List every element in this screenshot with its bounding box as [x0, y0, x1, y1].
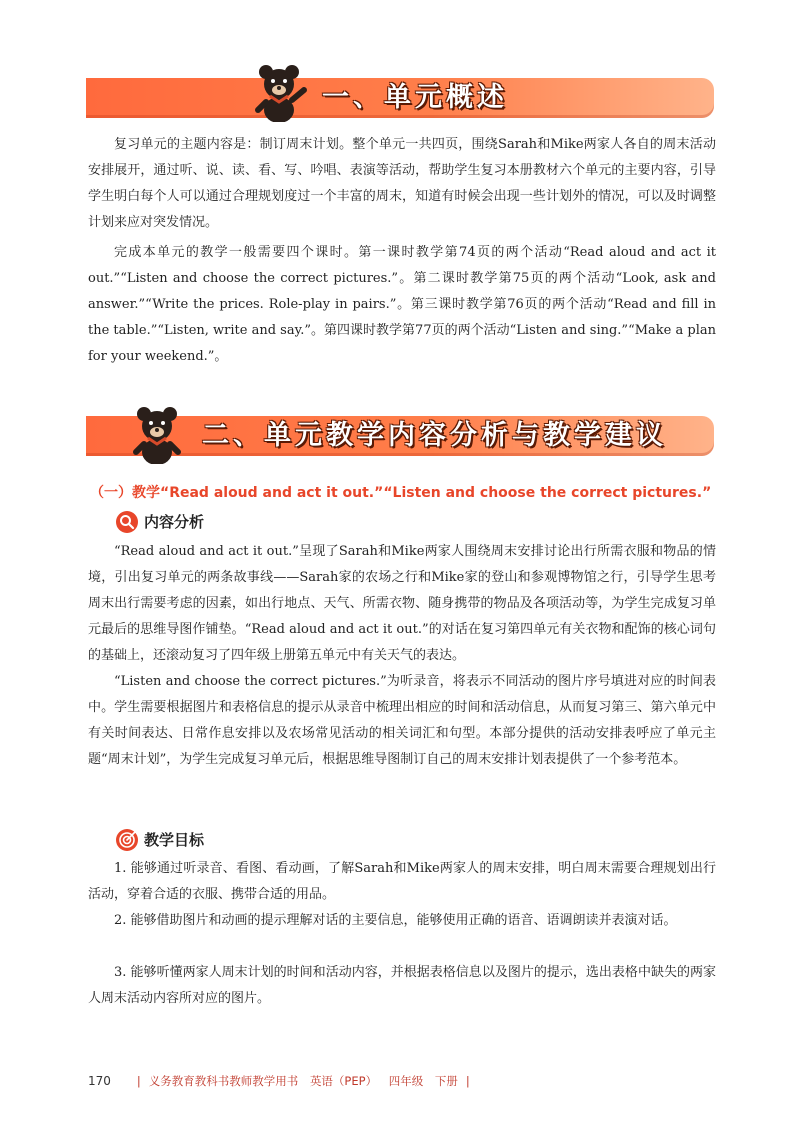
footer-grade: 四年级 — [388, 1074, 424, 1088]
analysis-label: 内容分析 — [144, 513, 205, 531]
section-2-title: 二、单元教学内容分析与教学建议 — [202, 420, 667, 451]
goals-label: 教学目标 — [144, 831, 205, 849]
footer-book: 义务教育教科书教师教学用书 — [148, 1074, 299, 1088]
section-1-title: 一、单元概述 — [322, 82, 508, 113]
section-banner-2 — [86, 416, 714, 456]
analysis-heading — [0, 509, 400, 535]
magnifier-icon — [116, 511, 138, 533]
overview-paragraph-1: 复习单元的主题内容是：制订周末计划。整个单元一共四页，围绕Sarah和Mike两家人各自的周末活动安排展开，通过听、说、读、看、写、吟唱、表演等活动，帮助学生复习本册教材六个单元的主要内容，引导学生明白每个人可以通过合理规划度过一个丰富的周末，知道有时候会出现一些计划外的情况，可以及时调整计划来应对突发情况。 — [88, 137, 716, 230]
page-footer: 170 | 义务教育教科书教师教学用书 英语（PEP） 四年级 下册 | — [88, 1074, 470, 1088]
analysis-paragraph-2: “Listen and choose the correct pictures.”为听录音，将表示不同活动的图片序号填进对应的时间表中。学生需要根据图片和表格信息的提示从录音中梳理出相应的时间和活动信息，从而复习第三、第六单元中有关时间表达、日常作息安排以及农场常见活动的相关词汇和句型。本部分提供的活动安排表呼应了单元主题“周末计划”，为学生完成复习单元后，根据思维导图制订自己的周末安排计划表提供了一个参考范本。 — [88, 674, 716, 767]
footer-subject: 英语（PEP） — [309, 1074, 378, 1088]
target-icon — [116, 829, 138, 851]
overview-paragraph-2: 完成本单元的教学一般需要四个课时。第一课时教学第74页的两个活动“Read aloud and act it out.”“Listen and choose the correct pictures.”。第二课时教学第75页的两个活动“Look, ask and answer.”“Write the prices. Role-play in pairs.”。第三课时教学第76页的两个活动“Read and fill in the table.”“Listen, write and say.”。第四课时教学第77页的两个活动“Listen and sing.”“Make a plan for your weekend.”。 — [88, 245, 716, 364]
analysis-paragraph-1: “Read aloud and act it out.”呈现了Sarah和Mike两家人围绕周末安排讨论出行所需衣服和物品的情境，引出复习单元的两条故事线——Sarah家的农场之行和Mike家的登山和参观博物馆之行，引导学生思考周末出行需要考虑的因素，如出行地点、天气、所需衣物、随身携带的物品及各项活动等，为学生完成复习单元最后的思维导图作铺垫。“Read aloud and act it out.”的对话在复习第四单元有关衣物和配饰的核心词句的基础上，还滚动复习了四年级上册第五单元中有关天气的表达。 — [88, 544, 716, 663]
bear-mascot-icon — [248, 60, 310, 122]
bear-mascot-icon — [126, 402, 188, 464]
goal-item-1: 1. 能够通过听录音、看图、看动画，了解Sarah和Mike两家人的周末安排，明白周末需要合理规划出行活动，穿着合适的衣服、携带合适的用品。 — [88, 861, 716, 902]
lesson-subheading: （一）教学“Read aloud and act it out.”“Listen and choose the correct pictures.” — [90, 485, 712, 501]
footer-volume: 下册 — [434, 1074, 458, 1088]
goal-item-2: 2. 能够借助图片和动画的提示理解对话的主要信息，能够使用正确的语音、语调朗读并表演对话。 — [114, 913, 677, 928]
page-number: 170 — [88, 1074, 111, 1088]
goals-heading — [0, 827, 400, 853]
section-banner-1 — [86, 78, 714, 118]
goal-item-3: 3. 能够听懂两家人周末计划的时间和活动内容，并根据表格信息以及图片的提示，选出表格中缺失的两家人周末活动内容所对应的图片。 — [88, 965, 716, 1006]
